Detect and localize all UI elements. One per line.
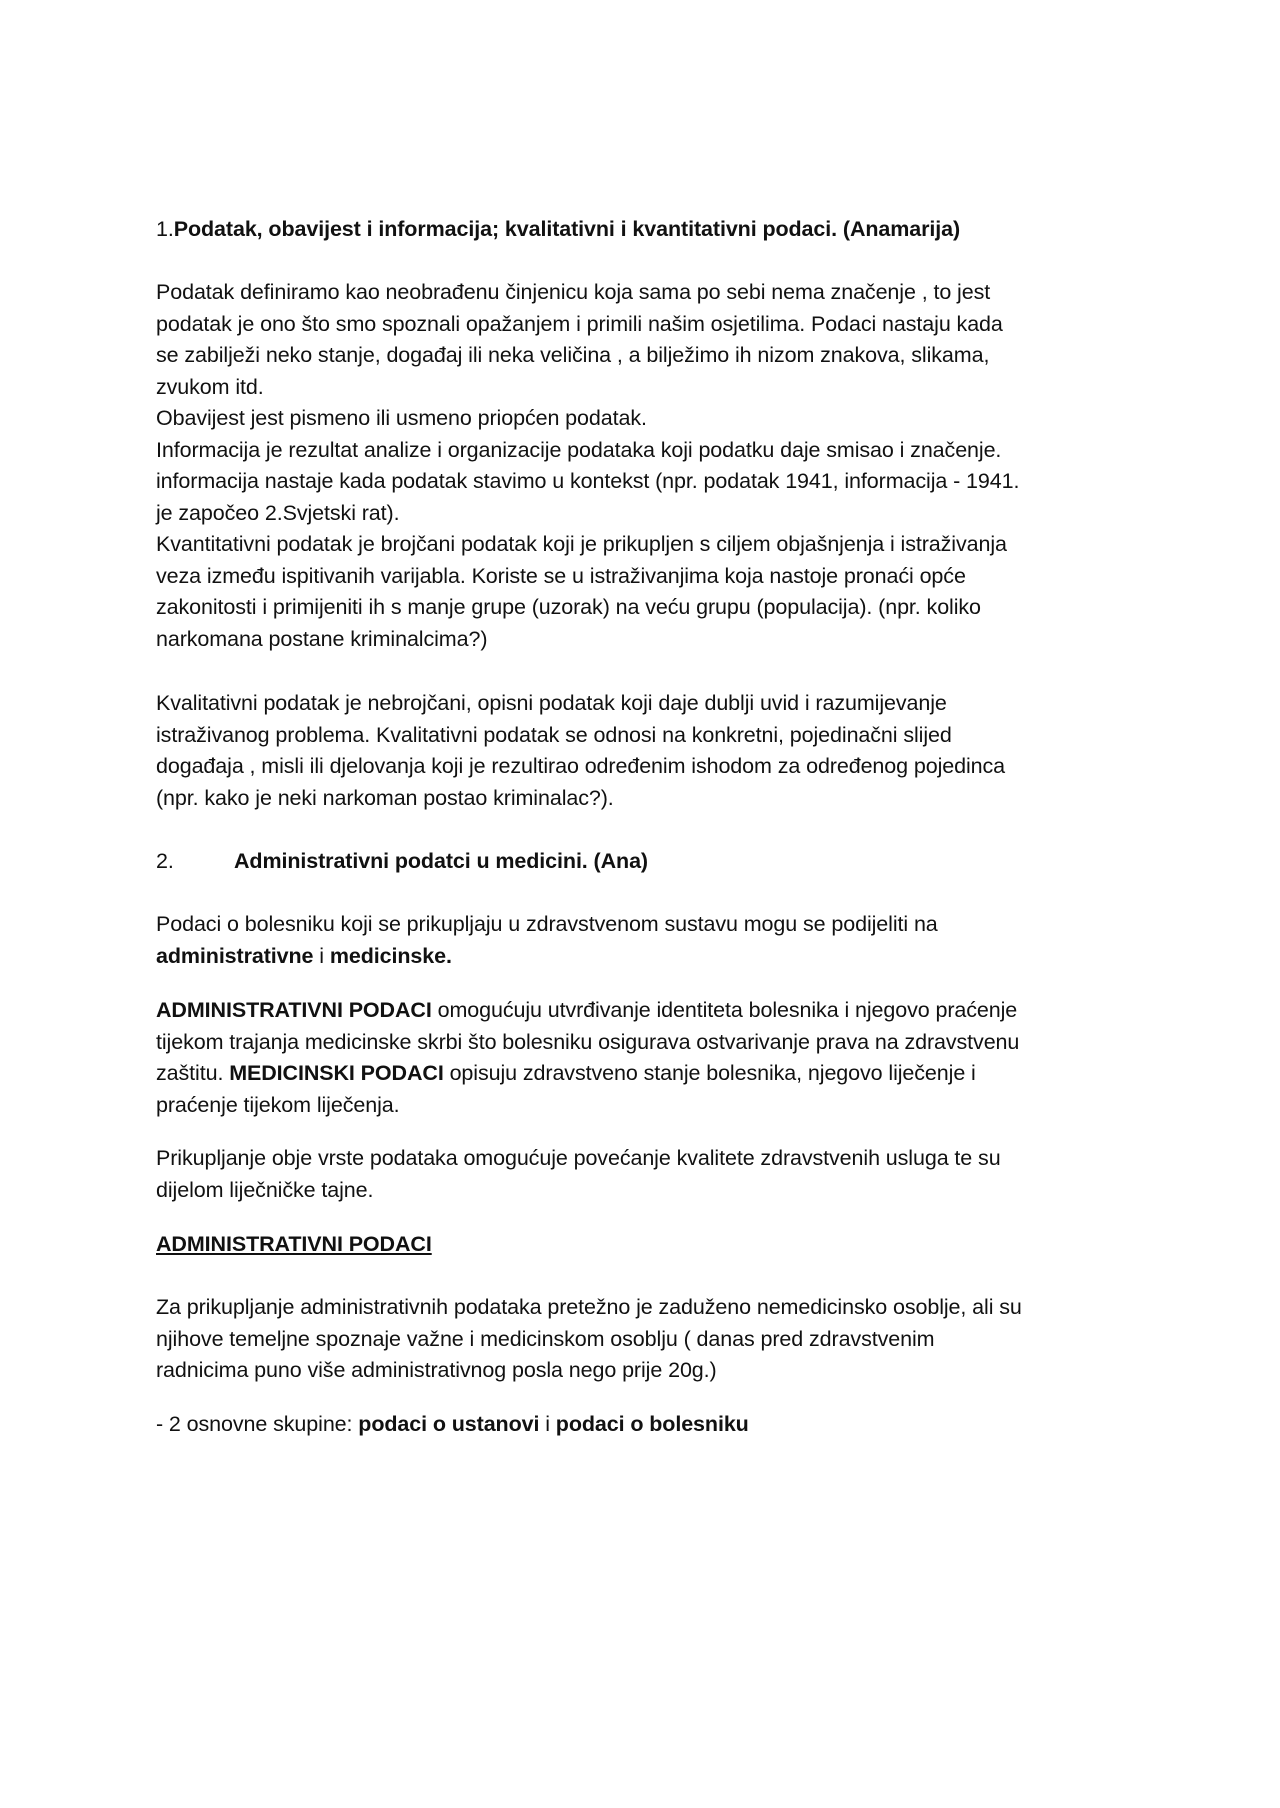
text-line: se zabilježi neko stanje, događaj ili neka veličina , a bilježimo ih nizom znakova, slikama, — [156, 343, 990, 367]
text-line: Za prikupljanje administrativnih podataka pretežno je zaduženo nemedicinsko osoblje, ali su — [156, 1295, 1022, 1319]
text-line: narkomana postane kriminalcima?) — [156, 626, 488, 651]
text-line: zvukom itd. — [156, 374, 264, 399]
subheading-text: ADMINISTRATIVNI PODACI — [156, 1232, 432, 1256]
collection-paragraph — [156, 1143, 1136, 1206]
section-1-number: 1. — [156, 217, 174, 241]
bold-term: MEDICINSKI PODACI — [229, 1061, 444, 1085]
text-line: radnicima puno više administrativnog posla nego prije 20g.) — [156, 1358, 717, 1382]
text-line — [156, 941, 1136, 973]
text-line: Podaci o bolesniku koji se prikupljaju u zdravstvenom sustavu mogu se podijeliti na — [156, 912, 938, 936]
text-line: informacija nastaje kada podatak stavimo u kontekst (npr. podatak 1941, informacija - 1941. — [156, 469, 1020, 493]
text-line: Kvalitativni podatak je nebrojčani, opisni podatak koji daje dublji uvid i razumijevanje — [156, 691, 947, 715]
bold-term: ADMINISTRATIVNI PODACI — [156, 998, 432, 1022]
text-line: veza između ispitivanih varijabla. Koriste se u istraživanjima koja nastoje pronaći opće — [156, 563, 966, 588]
text-line: istraživanog problema. Kvalitativni podatak se odnosi na konkretni, pojedinačni slijed — [156, 722, 952, 747]
administrative-subheading — [156, 1229, 1136, 1261]
text-line — [156, 1058, 1136, 1090]
section-2-title: Administrativni podatci u medicini. (Ana) — [234, 849, 648, 873]
section-1-heading — [156, 214, 1136, 246]
section-1-title: Podatak, obavijest i informacija; kvalitativni i kvantitativni podaci. (Anamarija) — [173, 217, 961, 241]
bold-term: medicinske. — [329, 943, 452, 968]
bold-term: administrativne — [156, 943, 314, 968]
text-span: i — [313, 943, 330, 968]
bold-term: podaci o bolesniku — [555, 1412, 749, 1436]
text-line — [156, 995, 1136, 1027]
text-span: - 2 osnovne skupine: — [156, 1412, 359, 1436]
text-line: Obavijest jest pismeno ili usmeno priopćen podatak. — [156, 406, 647, 430]
collection-staff-paragraph — [156, 1292, 1136, 1387]
text-span: zaštitu. — [156, 1061, 230, 1085]
text-span: omogućuju utvrđivanje identiteta bolesnika i njegovo praćenje — [431, 998, 1018, 1022]
basic-groups-line — [156, 1409, 1136, 1441]
text-line: Prikupljanje obje vrste podataka omogućuje povećanje kvalitete zdravstvenih usluga te su — [156, 1146, 1001, 1170]
text-span: opisuju zdravstveno stanje bolesnika, njegovo liječenje i — [443, 1061, 976, 1085]
text-line: je započeo 2.Svjetski rat). — [156, 500, 400, 525]
section-2-number: 2. — [156, 849, 174, 873]
text-line: dijelom liječničke tajne. — [156, 1177, 374, 1202]
section-1-paragraph-1 — [156, 277, 1136, 655]
section-1-paragraph-2 — [156, 688, 1136, 814]
section-2-intro — [156, 909, 1136, 972]
admin-medical-paragraph — [156, 995, 1136, 1121]
text-line: (npr. kako je neki narkoman postao kriminalac?). — [156, 785, 614, 810]
text-line: Informacija je rezultat analize i organizacije podataka koji podatku daje smisao i značenje. — [156, 437, 1002, 462]
bold-term: podaci o ustanovi — [358, 1412, 540, 1436]
text-line: Kvantitativni podatak je brojčani podatak koji je prikupljen s ciljem objašnjenja i istraživanja — [156, 532, 1007, 556]
text-line: tijekom trajanja medicinske skrbi što bolesniku osigurava ostvarivanje prava na zdravstvenu — [156, 1029, 1020, 1054]
text-line — [156, 1409, 1136, 1441]
text-line: podatak je ono što smo spoznali opažanjem i primili našim osjetilima. Podaci nastaju kada — [156, 311, 1003, 336]
text-line: praćenje tijekom liječenja. — [156, 1092, 400, 1117]
section-2-heading — [156, 846, 1136, 878]
text-line: Podatak definiramo kao neobrađenu činjenicu koja sama po sebi nema značenje , to jest — [156, 280, 991, 304]
text-line: zakonitosti i primijeniti ih s manje grupe (uzorak) na veću grupu (populacija). (npr. koliko — [156, 595, 981, 619]
text-line: njihove temeljne spoznaje važne i medicinskom osoblju ( danas pred zdravstvenim — [156, 1326, 935, 1351]
text-line: događaja , misli ili djelovanja koji je rezultirao određenim ishodom za određenog pojedinca — [156, 754, 1006, 778]
text-span: i — [539, 1412, 556, 1436]
